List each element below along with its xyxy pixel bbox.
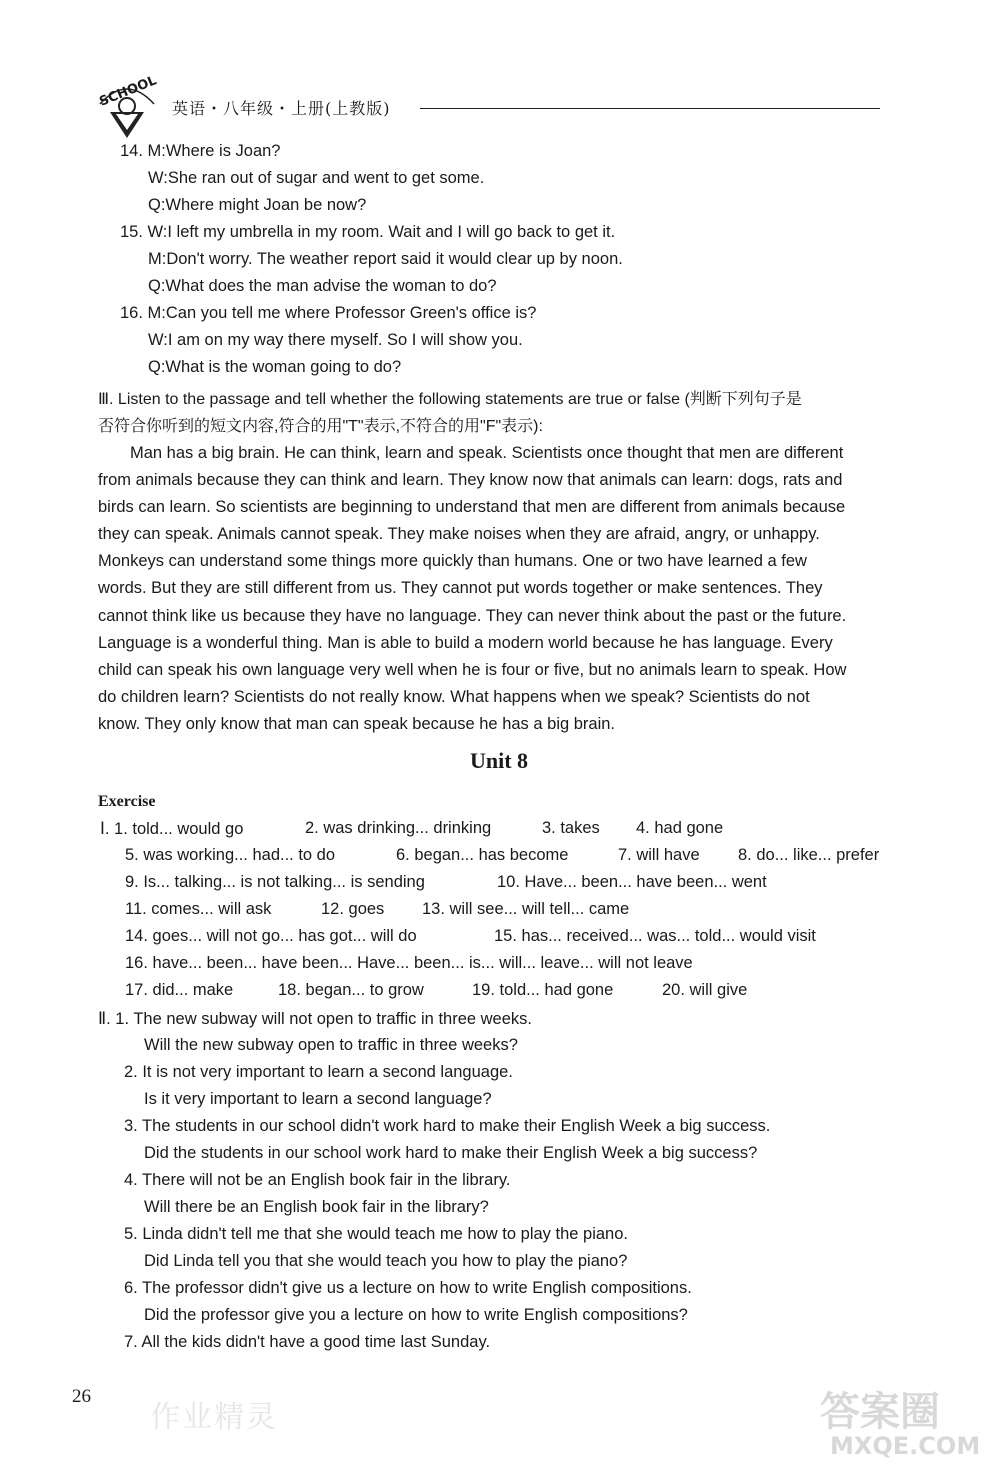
dialog-line: W:She ran out of sugar and went to get some.	[148, 169, 485, 187]
passage-line: they can speak. Animals cannot speak. They make noises when they are afraid, angry, or unhappy.	[98, 525, 820, 544]
answer-sentence: Did the students in our school work hard to make their English Week a big success?	[144, 1144, 758, 1162]
answer-item: 8. do... like... prefer	[738, 846, 880, 864]
answer-item: 10. Have... been... have been... went	[497, 873, 767, 891]
answer-item: 9. Is... talking... is not talking... is sending	[125, 873, 425, 891]
answer-item: 18. began... to grow	[278, 981, 424, 999]
watermark-url: MXQE.COM	[830, 1432, 981, 1460]
watermark-left: 作业精灵	[150, 1400, 278, 1435]
answer-sentence: 3. The students in our school didn't work hard to make their English Week a big success.	[124, 1117, 771, 1135]
passage-line: words. But they are still different from us. They cannot put words together or make sentences. They	[98, 579, 823, 598]
passage-line: Monkeys can understand some things more quickly than humans. One or two have learned a few	[98, 552, 807, 571]
answer-item: 17. did... make	[125, 981, 234, 999]
answer-item: 11. comes... will ask	[125, 900, 272, 918]
answer-sentence: Will there be an English book fair in the library?	[144, 1198, 489, 1216]
answer-item: Ⅰ. 1. told... would go	[100, 820, 244, 838]
answer-sentence: 2. It is not very important to learn a second language.	[124, 1063, 513, 1081]
answer-item: 2. was drinking... drinking	[305, 819, 492, 837]
dialog-line: M:Don't worry. The weather report said it would clear up by noon.	[148, 250, 623, 268]
dialog-line: 14. M:Where is Joan?	[120, 142, 281, 160]
dialog-line: 15. W:I left my umbrella in my room. Wait and I will go back to get it.	[120, 223, 616, 241]
answer-item: 16. have... been... have been... Have... been... is... will... leave... will not leave	[125, 954, 693, 972]
answer-sentence: 7. All the kids didn't have a good time last Sunday.	[124, 1333, 491, 1351]
passage-line: from animals because they can think and learn. They know now that animals can learn: dogs, rats and	[98, 471, 843, 490]
answer-sentence: 6. The professor didn't give us a lecture on how to write English compositions.	[124, 1279, 692, 1297]
answer-item: 6. began... has become	[396, 846, 569, 864]
passage-line: know. They only know that man can speak because he has a big brain.	[98, 714, 616, 733]
passage-line: child can speak his own language very well when he is four or five, but no animals learn to speak. How	[98, 660, 847, 679]
dialog-line: Q:What is the woman going to do?	[148, 358, 402, 376]
answer-item: 5. was working... had... to do	[125, 846, 336, 864]
answer-sentence: 5. Linda didn't tell me that she would teach me how to play the piano.	[124, 1225, 628, 1243]
header-title: 英语・八年级・上册(上教版)	[172, 99, 391, 118]
passage-line: cannot think like us because they have no language. They can never think about the past or the future.	[98, 606, 847, 625]
header-rule	[420, 108, 880, 109]
answer-item: 19. told... had gone	[472, 981, 614, 999]
section3-instruction: Ⅲ. Listen to the passage and tell whether the following statements are true or false (判断下列句子是	[98, 391, 802, 408]
watermark-logo: 答案圈	[820, 1389, 940, 1435]
dialog-line: 16. M:Can you tell me where Professor Green's office is?	[120, 304, 537, 322]
passage-line: Man has a big brain. He can think, learn and speak. Scientists once thought that men are different	[130, 444, 844, 462]
answer-sentence: Is it very important to learn a second language?	[144, 1090, 492, 1108]
answer-sentence: Will the new subway open to traffic in three weeks?	[144, 1036, 518, 1054]
page-number: 26	[72, 1386, 91, 1407]
unit-title: Unit 8	[470, 748, 529, 773]
passage-line: do children learn? Scientists do not really know. What happens when we speak? Scientists do not	[98, 687, 810, 706]
passage	[98, 440, 904, 738]
answer-item: 4. had gone	[636, 819, 724, 837]
dialog-line: Q:Where might Joan be now?	[148, 196, 367, 214]
answer-item: 7. will have	[618, 846, 700, 864]
answer-sentence: Ⅱ. 1. The new subway will not open to traffic in three weeks.	[98, 1010, 532, 1028]
school-logo	[92, 74, 162, 140]
exercise-label: Exercise	[98, 793, 156, 810]
answer-sentence: Did Linda tell you that she would teach you how to play the piano?	[144, 1252, 628, 1270]
logo-text: SCHOOL	[97, 73, 159, 110]
passage-line: birds can learn. So scientists are beginning to understand that men are different from animals because	[98, 498, 846, 517]
section3-instruction: 否符合你听到的短文内容,符合的用"T"表示,不符合的用"F"表示):	[98, 418, 543, 435]
answer-item: 14. goes... will not go... has got... will do	[125, 927, 417, 945]
answer-item: 15. has... received... was... told... would visit	[494, 927, 816, 945]
dialog-line: W:I am on my way there myself. So I will show you.	[148, 331, 523, 349]
answer-item: 3. takes	[542, 819, 600, 837]
answer-sentence: 4. There will not be an English book fair in the library.	[124, 1171, 511, 1189]
answer-item: 12. goes	[321, 900, 385, 918]
answer-item: 13. will see... will tell... came	[422, 900, 630, 918]
dialog-line: Q:What does the man advise the woman to do?	[148, 277, 497, 295]
answer-item: 20. will give	[662, 981, 748, 999]
answer-sentence: Did the professor give you a lecture on how to write English compositions?	[144, 1306, 688, 1324]
passage-line: Language is a wonderful thing. Man is able to build a modern world because he has language. Every	[98, 633, 833, 652]
